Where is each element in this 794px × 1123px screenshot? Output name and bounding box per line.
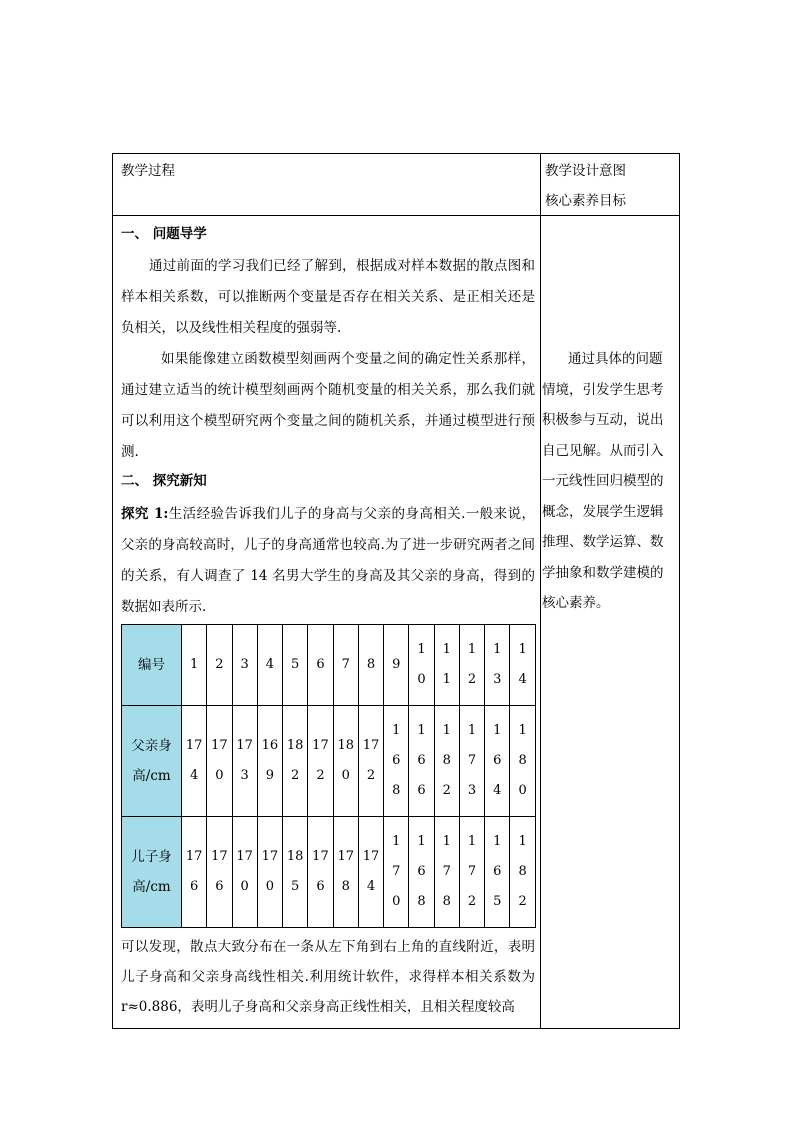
height-data-table	[121, 624, 536, 928]
section1-heading: 一、 问题导学	[121, 226, 207, 242]
father-height-cell: 182	[286, 738, 304, 783]
explore-paragraph	[121, 499, 535, 623]
header-divider	[113, 215, 679, 216]
father-height-cell: 164	[493, 723, 502, 798]
row-label-id: 编号	[122, 625, 182, 706]
father-height-cell: 169	[261, 738, 279, 783]
id-cell: 8	[366, 657, 376, 672]
lesson-plan-table	[112, 153, 680, 1029]
column-divider	[540, 154, 541, 1028]
table-row-id	[122, 625, 536, 706]
section1-para1: 通过前面的学习我们已经了解到，根据成对样本数据的散点图和样本相关系数，可以推断两个变量是否存在相关关系、是正相关还是负相关，以及线性相关程度的强弱等.	[121, 258, 535, 336]
id-cell: 4	[265, 657, 275, 672]
son-height-cell: 170	[236, 849, 253, 894]
son-height-cell: 176	[211, 849, 228, 894]
son-height-cell: 185	[286, 849, 304, 894]
id-cell: 12	[467, 642, 477, 687]
son-height-cell: 174	[362, 849, 380, 894]
son-height-cell: 182	[518, 834, 527, 909]
header-teaching-process: 教学过程	[121, 163, 175, 179]
father-height-cell: 182	[442, 723, 451, 798]
father-height-cell: 172	[362, 738, 380, 783]
father-height-cell: 172	[312, 738, 329, 783]
design-intent-note: 通过具体的问题情境，引发学生思考积极参与互动，说出自己见解。从而引入一元线性回归模型的概念，发展学生逻辑推理、数学运算、数学抽象和数学建模的核心素养。	[542, 351, 664, 611]
section2-heading: 二、 探究新知	[121, 473, 207, 489]
id-cell: 2	[215, 657, 224, 672]
son-height-cell: 176	[185, 849, 203, 894]
son-height-cell: 172	[467, 834, 477, 909]
id-cell: 1	[189, 657, 199, 672]
son-height-cell: 170	[261, 849, 279, 894]
son-height-cell: 176	[312, 849, 329, 894]
father-height-cell: 170	[211, 738, 228, 783]
son-height-cell: 170	[392, 834, 401, 909]
son-height-cell: 165	[493, 834, 502, 909]
header-core-goals: 核心素养目标	[545, 193, 626, 209]
table-row-father	[122, 706, 536, 817]
son-height-cell: 178	[442, 834, 451, 909]
id-cell: 14	[518, 642, 527, 687]
id-cell: 5	[291, 657, 300, 672]
father-height-cell: 174	[185, 738, 203, 783]
id-cell: 11	[442, 642, 451, 687]
father-height-cell: 168	[392, 723, 401, 798]
row-label-son: 儿子身高/cm	[122, 817, 182, 928]
row-label-father: 父亲身高/cm	[122, 706, 182, 817]
explore-label: 探究 1:	[121, 506, 169, 522]
id-cell: 3	[240, 657, 249, 672]
id-cell: 10	[417, 642, 426, 687]
section1-para2: 如果能像建立函数模型刻画两个变量之间的确定性关系那样，通过建立适当的统计模型刻画两个随机变量的相关关系，那么我们就可以利用这个模型研究两个变量之间的随机关系，并通过模型进行预测.	[121, 351, 535, 460]
id-cell: 13	[493, 642, 502, 687]
id-cell: 9	[392, 657, 401, 672]
father-height-cell: 180	[518, 723, 527, 798]
father-height-cell: 166	[417, 723, 426, 798]
father-height-cell: 173	[467, 723, 477, 798]
header-design-intent: 教学设计意图	[545, 163, 626, 179]
conclusion-paragraph: 可以发现，散点大致分布在一条从左下角到右上角的直线附近，表明儿子身高和父亲身高线性相关.利用统计软件，求得样本相关系数为 r≈0.886，表明儿子身高和父亲身高正线性相关，且相关程度较高	[121, 939, 535, 1015]
explore-text: 生活经验告诉我们儿子的身高与父亲的身高相关.一般来说，父亲的身高较高时，儿子的身高通常也较高.为了进一步研究两者之间的关系，有人调查了 14 名男大学生的身高及其父亲的身高，得到的数据如表所示.	[121, 506, 535, 615]
table-row-son	[122, 817, 536, 928]
father-height-cell: 173	[236, 738, 253, 783]
son-height-cell: 168	[417, 834, 426, 909]
id-cell: 6	[316, 657, 325, 672]
id-cell: 7	[341, 657, 350, 672]
father-height-cell: 180	[337, 738, 354, 783]
son-height-cell: 178	[337, 849, 354, 894]
